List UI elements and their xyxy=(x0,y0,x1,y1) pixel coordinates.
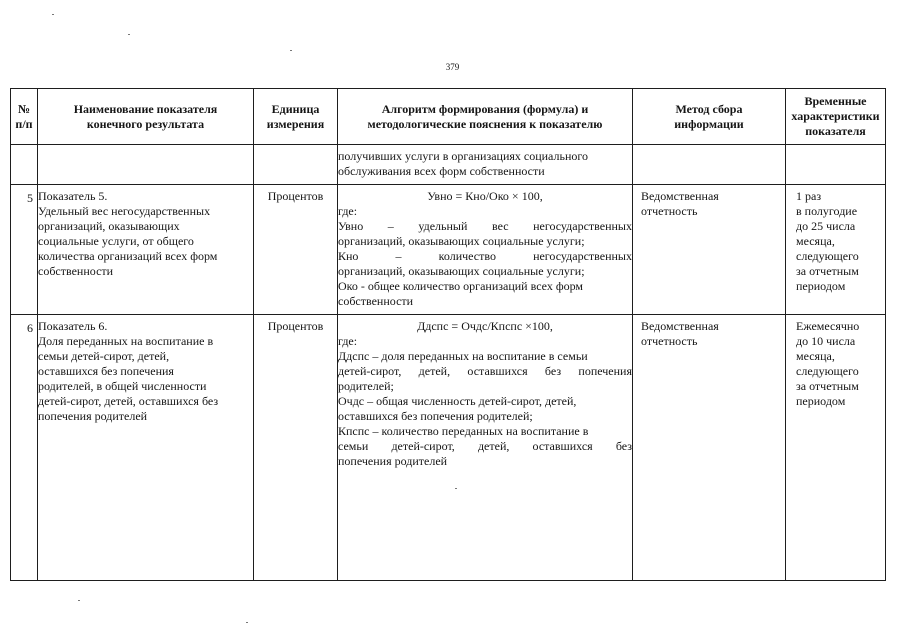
algorithm-word: детей, xyxy=(418,364,451,378)
algorithm-word: без xyxy=(615,439,632,453)
continuation-num-cell xyxy=(11,145,38,185)
algorithm-word: семьи xyxy=(338,439,369,453)
algorithm-word: детей-сирот, xyxy=(391,439,455,453)
text-line: конечного результата xyxy=(86,116,205,131)
continuation-name-cell xyxy=(38,145,254,185)
header-algorithm xyxy=(338,89,633,145)
continuation-timing-cell xyxy=(786,145,886,185)
header-row xyxy=(11,89,886,145)
algorithm-line: где: xyxy=(338,334,358,348)
text-line: методологические пояснения к показателю xyxy=(367,116,603,131)
method-cell xyxy=(633,185,786,315)
indicator-row-6 xyxy=(11,315,886,581)
algorithm-word: попечения xyxy=(578,364,632,378)
algorithm-word: – xyxy=(395,249,402,263)
header-unit xyxy=(254,89,338,145)
indicator-row-5 xyxy=(11,185,886,315)
algorithm-word: – xyxy=(387,219,394,233)
text-line: информации xyxy=(674,116,744,131)
continuation-method-cell xyxy=(633,145,786,185)
text-line: периодом xyxy=(796,279,846,293)
algorithm-word: детей, xyxy=(477,439,510,453)
text-line: за отчетным xyxy=(796,379,859,393)
algorithm-word: оставшихся xyxy=(467,364,528,378)
text-line: измерения xyxy=(266,116,325,131)
page-number: 379 xyxy=(445,62,460,72)
text-line: обслуживания всех форм собственности xyxy=(338,164,545,178)
timing-cell xyxy=(786,315,886,581)
formula: Увно = Кно/Око × 100, xyxy=(427,189,543,203)
continuation-row xyxy=(11,145,886,185)
algorithm-word: детей-сирот, xyxy=(338,364,402,378)
algorithm-line xyxy=(338,219,632,234)
algorithm-line: где: xyxy=(338,204,358,218)
text-line: 1 раз xyxy=(796,189,822,203)
scan-speck xyxy=(78,600,80,601)
text-line: родителей, в общей численности xyxy=(38,379,207,393)
algorithm-line: Око - общее количество организаций всех форм xyxy=(338,279,584,293)
algorithm-word: негосударственных xyxy=(533,219,632,233)
text-line: отчетность xyxy=(641,334,698,348)
text-line: в полугодие xyxy=(796,204,858,218)
text-line: Метод сбора xyxy=(675,101,743,116)
text-line: Ведомственная xyxy=(641,189,719,203)
text-line: периодом xyxy=(796,394,846,408)
algorithm-line: оставшихся без попечения родителей; xyxy=(338,409,533,423)
text-line: Ведомственная xyxy=(641,319,719,333)
text-line: месяца, xyxy=(796,234,835,248)
indicators-table xyxy=(10,88,886,581)
algorithm-word: Увно xyxy=(338,219,364,233)
algorithm-word: удельный xyxy=(418,219,468,233)
algorithm-line: родителей; xyxy=(338,379,394,393)
row-number: 5 xyxy=(11,185,38,315)
text-line: семьи детей-сирот, детей, xyxy=(38,349,170,363)
algorithm-line: организаций, оказывающих социальные услуги; xyxy=(338,264,585,278)
row-number: 6 xyxy=(11,315,38,581)
algorithm-word: Кно xyxy=(338,249,359,263)
text-line: количества организаций всех форм xyxy=(38,249,218,263)
algorithm-cell xyxy=(338,185,633,315)
text-line: характеристики xyxy=(791,109,880,123)
header-timing xyxy=(786,89,886,145)
text-line: отчетность xyxy=(641,204,698,218)
algorithm-line: Ддспс – доля переданных на воспитание в семьи xyxy=(338,349,588,363)
header-method xyxy=(633,89,786,145)
timing-cell xyxy=(786,185,886,315)
algorithm-line: попечения родителей xyxy=(338,454,448,468)
text-line: месяца, xyxy=(796,349,835,363)
text-line: социальные услуги, от общего xyxy=(38,234,194,248)
text-line: следующего xyxy=(796,249,859,263)
text-line: собственности xyxy=(38,264,114,278)
text-line: оставшихся без попечения xyxy=(38,364,174,378)
text-line: попечения родителей xyxy=(38,409,148,423)
text-line: следующего xyxy=(796,364,859,378)
scan-speck xyxy=(128,34,130,35)
algorithm-line: Очдс – общая численность детей-сирот, детей, xyxy=(338,394,577,408)
header-num xyxy=(11,89,38,145)
scan-speck xyxy=(290,50,292,51)
algorithm-line xyxy=(338,249,632,264)
text-line: организаций, оказывающих xyxy=(38,219,180,233)
text-line: показателя xyxy=(805,124,866,138)
text-line: детей-сирот, детей, оставшихся без xyxy=(38,394,219,408)
scan-speck xyxy=(52,14,54,15)
text-line: за отчетным xyxy=(796,264,859,278)
text-line: № xyxy=(17,101,31,116)
algorithm-word: вес xyxy=(491,219,509,233)
text-line: Алгоритм формирования (формула) и xyxy=(381,101,589,116)
unit-cell: Процентов xyxy=(254,315,338,581)
continuation-unit-cell xyxy=(254,145,338,185)
text-line: Ежемесячно xyxy=(796,319,860,333)
algorithm-line xyxy=(338,364,632,379)
algorithm-word: оставшихся xyxy=(532,439,593,453)
unit-cell: Процентов xyxy=(254,185,338,315)
text-line: до 10 числа xyxy=(796,334,856,348)
text-line: Доля переданных на воспитание в xyxy=(38,334,214,348)
text-line: получивших услуги в организациях социального xyxy=(338,149,588,163)
algorithm-word: количество xyxy=(438,249,496,263)
text-line: п/п xyxy=(15,116,33,131)
algorithm-cell xyxy=(338,315,633,581)
text-line: Единица xyxy=(271,101,320,116)
algorithm-word: негосударственных xyxy=(533,249,632,263)
algorithm-line xyxy=(338,439,632,454)
formula: Ддспс = Очдс/Кпспс ×100, xyxy=(417,319,553,333)
indicator-name-cell xyxy=(38,315,254,581)
text-line: Временные xyxy=(804,94,867,108)
algorithm-line: организаций, оказывающих социальные услуги; xyxy=(338,234,585,248)
algorithm-line: собственности xyxy=(338,294,414,308)
method-cell xyxy=(633,315,786,581)
indicator-name-cell xyxy=(38,185,254,315)
algorithm-line: Кпспс – количество переданных на воспитание в xyxy=(338,424,589,438)
algorithm-word: без xyxy=(544,364,562,378)
text-line: Показатель 5. xyxy=(38,189,108,203)
text-line: до 25 числа xyxy=(796,219,856,233)
header-name xyxy=(38,89,254,145)
scan-speck xyxy=(246,622,248,623)
scan-speck xyxy=(455,488,457,489)
text-line: Показатель 6. xyxy=(38,319,108,333)
algorithm-explanation xyxy=(338,334,632,469)
continuation-algorithm-cell xyxy=(338,145,633,185)
algorithm-explanation xyxy=(338,204,632,309)
text-line: Наименование показателя xyxy=(73,101,218,116)
text-line: Удельный вес негосударственных xyxy=(38,204,211,218)
